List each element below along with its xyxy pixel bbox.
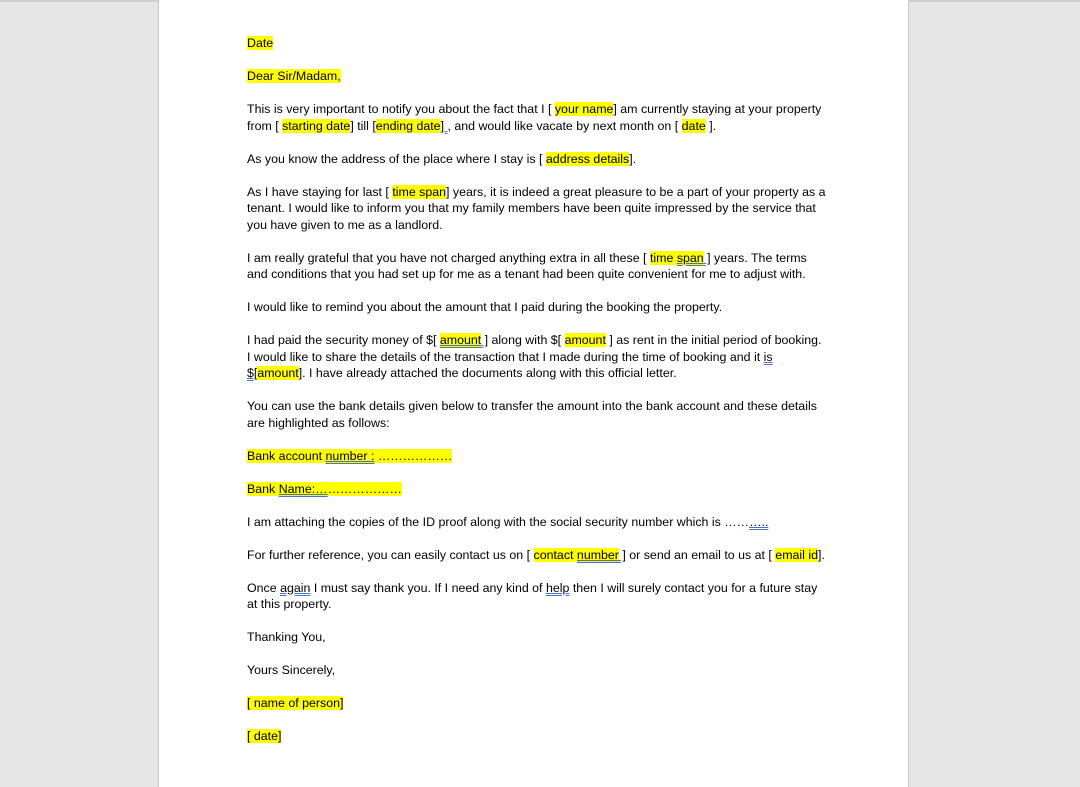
bank-account-line xyxy=(247,448,827,465)
text: again xyxy=(280,580,311,595)
paragraph-tenancy xyxy=(247,184,827,234)
text: ]. xyxy=(629,151,637,166)
text: help xyxy=(545,580,570,595)
paragraph-id-proof xyxy=(247,514,827,531)
closing-line: Yours Sincerely, xyxy=(247,663,336,677)
name-of-person-placeholder: [ name of person] xyxy=(247,696,344,710)
vacate-date-placeholder: date xyxy=(681,118,706,133)
paragraph-bank-intro: You can use the bank details given below to transfer the amount into the bank account and these details are highlighted as follows: xyxy=(247,399,817,430)
text: is xyxy=(763,349,773,364)
letter-body[interactable] xyxy=(247,35,827,761)
text: ] as rent in the initial period of booking. I would like to share the details of the transaction that I made during the time of booking and it xyxy=(247,333,822,364)
address-placeholder: address details xyxy=(545,151,630,166)
amount-placeholder-2: amount xyxy=(564,333,606,347)
text: ]. xyxy=(705,118,717,133)
bank-account-label xyxy=(247,449,452,463)
bank-name-line xyxy=(247,481,827,498)
bank-name-label xyxy=(247,482,402,496)
date-placeholder: Date xyxy=(247,36,274,50)
text: or send an email to us at [ xyxy=(625,547,776,562)
text: ] xyxy=(703,250,711,265)
text: As you know the address of the place where I stay is [ xyxy=(247,151,546,166)
text: As I have staying for last [ xyxy=(247,184,393,199)
text: number : xyxy=(325,448,375,463)
paragraph-contact xyxy=(247,547,827,564)
text: years. The terms and conditions that you had set up for me as a tenant had been quite convenient for me to adjust with. xyxy=(247,250,807,281)
text: This is very important to notify you about the fact that I [ xyxy=(247,102,555,116)
text: ] till [ xyxy=(350,118,376,133)
text: ] xyxy=(618,547,626,562)
paragraph-remind: I would like to remind you about the amount that I paid during the booking the property. xyxy=(247,300,723,314)
paragraph-security xyxy=(247,332,827,382)
text: I must say thank you. If I need any kind of xyxy=(310,580,546,595)
date-line xyxy=(247,35,827,52)
text: ] , xyxy=(440,118,451,133)
your-name-placeholder: your name xyxy=(554,102,614,116)
paragraph-grateful xyxy=(247,250,827,283)
text: ] xyxy=(481,333,489,347)
paragraph-thanks xyxy=(247,580,827,613)
text: ]. xyxy=(818,547,825,562)
time-span-placeholder: time span xyxy=(392,184,447,199)
starting-date-placeholder: starting date xyxy=(282,118,351,133)
thanking-line: Thanking You, xyxy=(247,630,326,644)
text: I am attaching the copies of the ID proof along with the social security number which is …… xyxy=(247,514,750,529)
ending-date-placeholder: ending date xyxy=(375,118,441,133)
text: For further reference, you can easily contact us on [ xyxy=(247,547,534,562)
span-placeholder: span xyxy=(676,250,704,265)
text: ] years, it is indeed a great pleasure to be a part of your property as a tenant. I would like to inform you that my family members have been quite impressed by the service that you have given to me as a landlord. xyxy=(247,184,826,232)
paragraph-notify xyxy=(247,101,827,134)
amount-placeholder-1: amount xyxy=(439,333,482,347)
email-placeholder: email id xyxy=(775,547,818,562)
time-placeholder: time xyxy=(649,250,674,265)
amount-placeholder-3: amount xyxy=(257,366,299,380)
text: ……………… xyxy=(327,481,402,496)
text: and would like vacate by next month on [ xyxy=(450,118,682,133)
greeting: Dear Sir/Madam, xyxy=(247,69,341,83)
text: I had paid the security money of $[ xyxy=(247,333,440,347)
paragraph-address xyxy=(247,151,827,168)
text: ]. I have already attached the documents along with this official letter. xyxy=(298,366,677,380)
contact-placeholder: contact xyxy=(533,547,577,562)
text: Bank account xyxy=(247,448,326,463)
signature-date-line xyxy=(247,728,827,745)
text: $[ xyxy=(247,366,258,380)
signature-date-placeholder: [ date] xyxy=(247,729,282,743)
name-line xyxy=(247,695,827,712)
text: Bank xyxy=(247,481,279,496)
text: then I will surely contact you for a future stay at this property. xyxy=(247,580,818,611)
text: Once xyxy=(247,580,281,595)
text: Name:… xyxy=(278,481,328,496)
text: ……………… xyxy=(374,448,453,463)
text: I am really grateful that you have not charged anything extra in all these [ xyxy=(247,250,650,265)
greeting-line xyxy=(247,68,827,85)
text: ] am currently staying at your property from [ xyxy=(247,102,822,133)
number-placeholder: number xyxy=(576,547,619,562)
text: ….. xyxy=(749,514,769,529)
text: along with $[ xyxy=(488,333,565,347)
